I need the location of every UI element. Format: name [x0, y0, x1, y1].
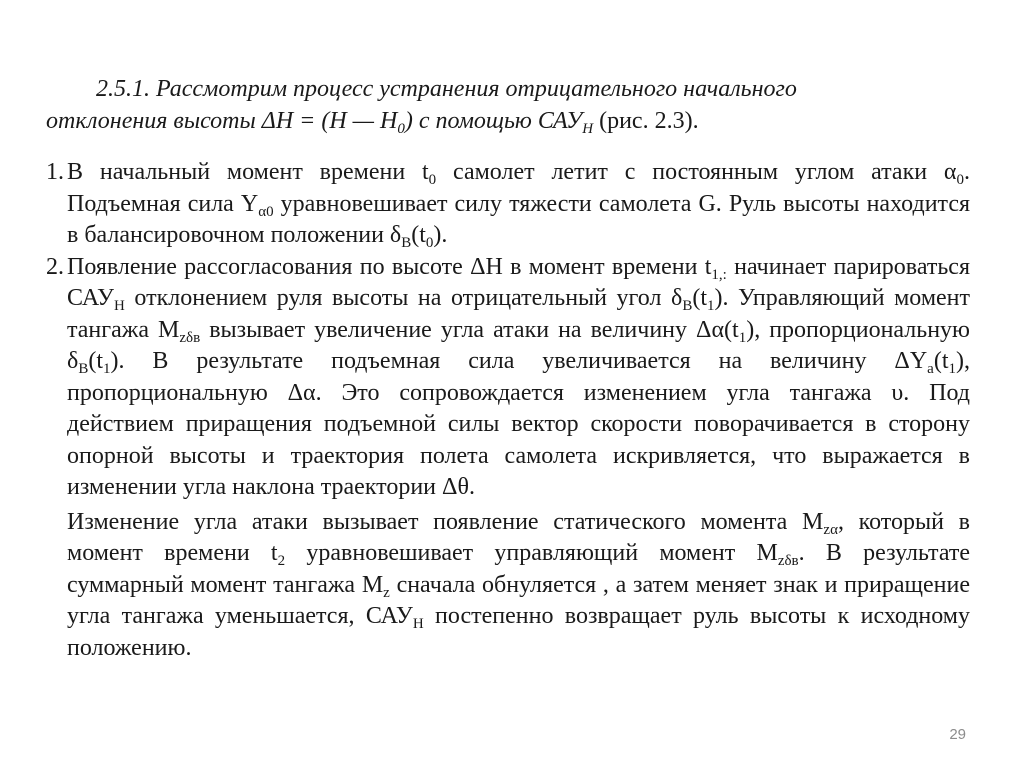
subscript: Н [114, 298, 125, 314]
subscript: zδв [179, 329, 201, 346]
subscript: 1 [948, 361, 956, 377]
text-run: постепенно возвращает руль высоты к исходному положению. [67, 603, 970, 661]
text-run: уравновешивает управляющий момент M [285, 540, 778, 566]
text-run: начинает парироваться САУ [67, 253, 970, 311]
subscript: 1 [103, 361, 111, 377]
subscript: В [78, 361, 89, 377]
text-run: ). [433, 222, 448, 248]
subscript: 2 [277, 553, 286, 569]
subscript: 0 [956, 172, 964, 188]
intro-text: отклонения высоты ΔH = (H — H [46, 108, 398, 134]
text-run: (t [88, 348, 103, 374]
list-item-2-continuation [46, 507, 970, 665]
text-run: (t [411, 222, 426, 248]
text-run: , который в момент времени t [67, 508, 970, 566]
text-run: уравновешивает силу тяжести самолета G. Руль высоты находится в балансировочном положении δ [67, 190, 971, 248]
subscript: 0 [397, 121, 405, 137]
subscript: В [401, 235, 412, 251]
intro-line-2 [46, 105, 970, 137]
list-item-1 [46, 157, 970, 252]
subscript: z [383, 584, 390, 601]
text-run: сначала обнуляется , а затем меняет знак и приращение угла тангажа уменьшается, САУ [67, 571, 970, 629]
text-run: Появление рассогласования по высоте ΔH в момент времени t [67, 253, 712, 280]
list-item-2 [46, 252, 970, 504]
text-run: (t [692, 285, 708, 311]
subscript: 1 [738, 329, 747, 346]
subscript: 1,: [711, 266, 727, 283]
subscript: Н [412, 616, 424, 632]
subscript: zα [823, 521, 838, 538]
subscript: α0 [258, 203, 274, 220]
list-number: 2. [46, 253, 64, 280]
text-run: ). Управляющий момент тангажа M [67, 285, 971, 343]
subscript: zδв [777, 553, 799, 569]
subscript: 1 [707, 298, 715, 314]
text-run: В начальный момент времени t [67, 159, 429, 185]
intro-paragraph [46, 73, 970, 137]
text-run: вызывает увеличение угла атаки на величину Δα(t [200, 316, 739, 343]
page-number: 29 [949, 726, 966, 743]
numbered-list [46, 157, 970, 664]
text-run: самолет летит с постоянным углом атаки α [436, 159, 957, 185]
list-item-text [67, 252, 970, 504]
text-run: ), пропорциональную Δα. Это сопровождается изменением угла тангажа υ. Под действием приращения подъемной силы вектор скорости поворачивается в сторону опорной высоты и траектория полета самолета искривляется, что выражается в изменении угла наклона траектории Δθ. [67, 348, 970, 500]
text-run: . Подъемная сила Y [67, 159, 970, 217]
intro-text: ) с помощью САУ [404, 108, 583, 134]
text-run: . В результате суммарный момент тангажа M [67, 540, 970, 598]
text-run: Изменение угла атаки вызывает появление статического момента M [67, 508, 824, 535]
list-item-text [67, 157, 970, 252]
text-run: (t [933, 348, 949, 374]
subscript: В [682, 298, 693, 314]
list-number: 1. [46, 159, 64, 185]
subscript: 0 [425, 235, 434, 251]
text-run: отклонением руля высоты на отрицательный угол δ [124, 285, 683, 311]
text-run: ), пропорциональную δ [67, 316, 970, 374]
text-run: ). В результате подъемная сила увеличивается на величину ΔY [110, 348, 928, 374]
subscript: 0 [428, 172, 437, 188]
subscript: a [927, 361, 934, 377]
intro-line-1: 2.5.1. Рассмотрим процесс устранения отрицательного начального [96, 76, 797, 102]
subscript: H [582, 121, 594, 137]
figure-reference: (рис. 2.3). [593, 108, 699, 134]
